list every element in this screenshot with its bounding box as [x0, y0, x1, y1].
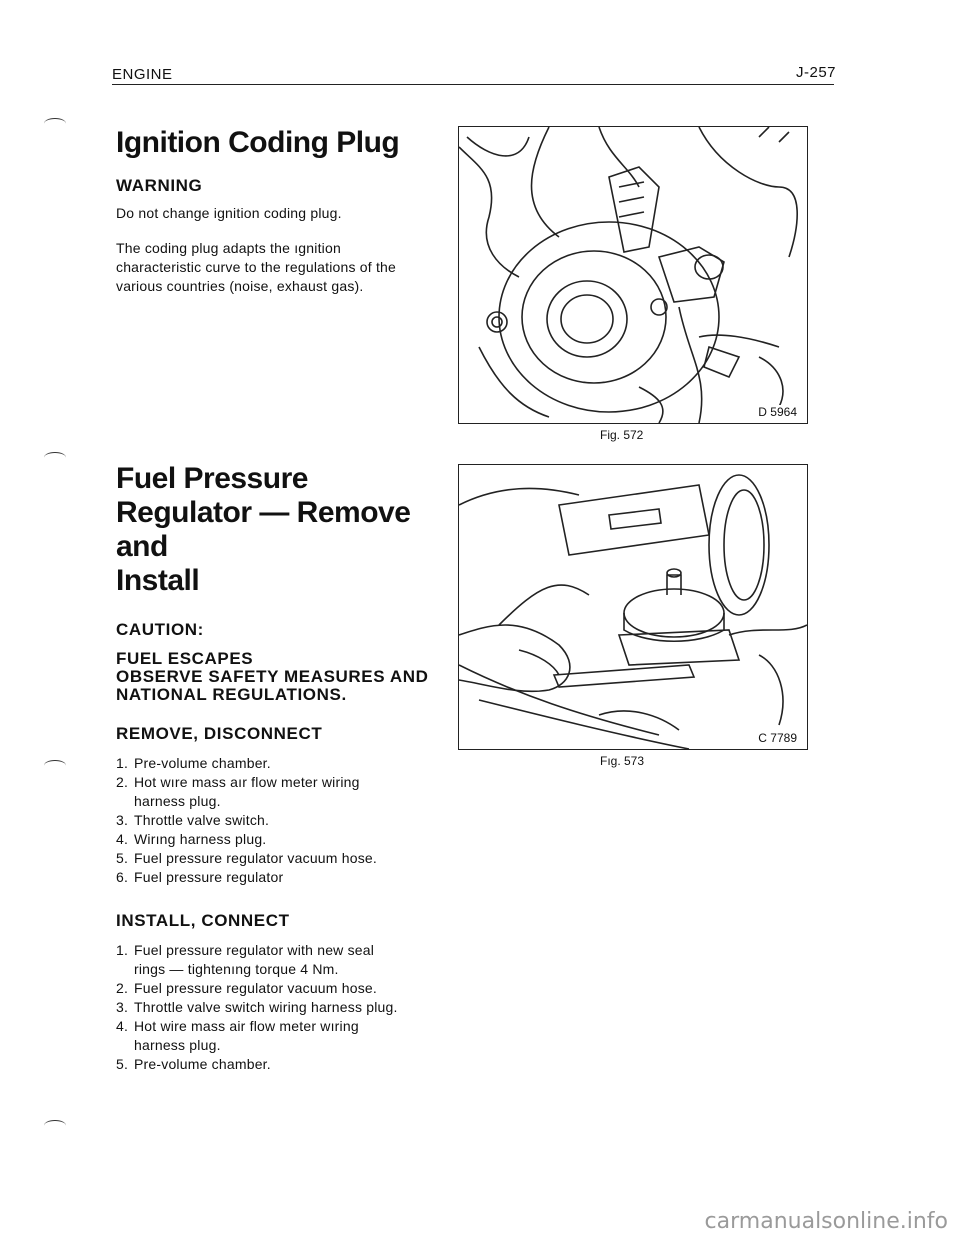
section-title: Ignition Coding Plug — [116, 126, 400, 159]
figure-573 — [458, 464, 808, 750]
figure-572 — [458, 126, 808, 424]
margin-mark — [44, 452, 66, 463]
list-item: 4. Wirıng harness plug. — [116, 831, 267, 847]
body-line: The coding plug adapts the ıgnition — [116, 240, 341, 256]
figure-code: C 7789 — [758, 731, 797, 745]
list-item: 4. Hot wire mass air flow meter wıring harness plug. — [116, 1018, 359, 1053]
list-item: 2. Fuel pressure regulator vacuum hose. — [116, 980, 377, 996]
figure-code: D 5964 — [758, 405, 797, 419]
list-item: 3. Throttle valve switch wiring harness plug. — [116, 999, 398, 1015]
list-item: 1. Pre-volume chamber. — [116, 755, 271, 771]
list-item: 2. Hot wıre mass aır flow meter wiring harness plug. — [116, 774, 360, 809]
fuel-regulator-section — [116, 462, 446, 1074]
margin-mark — [44, 1120, 66, 1131]
caution-line: OBSERVE SAFETY MEASURES AND — [116, 667, 429, 686]
remove-steps — [116, 754, 446, 887]
figure-caption: Fıg. 573 — [600, 754, 645, 768]
regulator-wrench-illustration — [459, 465, 807, 749]
body-line: characteristic curve to the regulations of the — [116, 259, 397, 275]
caution-heading: CAUTION: — [116, 620, 204, 639]
header-rule — [112, 84, 834, 85]
list-item: 1. Fuel pressure regulator with new seal rings — tightenıng torque 4 Nm. — [116, 942, 375, 977]
remove-heading: REMOVE, DISCONNECT — [116, 724, 323, 743]
section-title-line: Fuel Pressure — [116, 462, 308, 495]
install-steps — [116, 941, 446, 1074]
margin-mark — [44, 760, 66, 771]
install-heading: INSTALL, CONNECT — [116, 911, 290, 930]
running-header-section: ENGINE — [112, 66, 173, 83]
warning-heading: WARNING — [116, 176, 203, 195]
caution-line: FUEL ESCAPES — [116, 649, 254, 668]
list-item: 5. Fuel pressure regulator vacuum hose. — [116, 850, 377, 866]
list-item: 5. Pre-volume chamber. — [116, 1056, 271, 1072]
caution-block — [116, 650, 446, 704]
section-title-line: Install — [116, 564, 200, 597]
margin-mark — [44, 118, 66, 129]
list-item: 6. Fuel pressure regulator — [116, 869, 284, 885]
coding-plug-illustration — [459, 127, 807, 423]
ignition-body — [116, 239, 436, 296]
warning-text: Do not change ignition coding plug. — [116, 205, 342, 221]
page-number: J-257 — [796, 64, 837, 81]
caution-line: NATIONAL REGULATIONS. — [116, 685, 347, 704]
watermark: carmanualsonline.info — [704, 1209, 948, 1234]
section-title-line: Regulator — Remove and — [116, 496, 411, 563]
figure-caption: Fig. 572 — [600, 428, 644, 442]
list-item: 3. Throttle valve switch. — [116, 812, 270, 828]
ignition-section — [116, 126, 436, 296]
body-line: various countries (noise, exhaust gas). — [116, 278, 364, 294]
